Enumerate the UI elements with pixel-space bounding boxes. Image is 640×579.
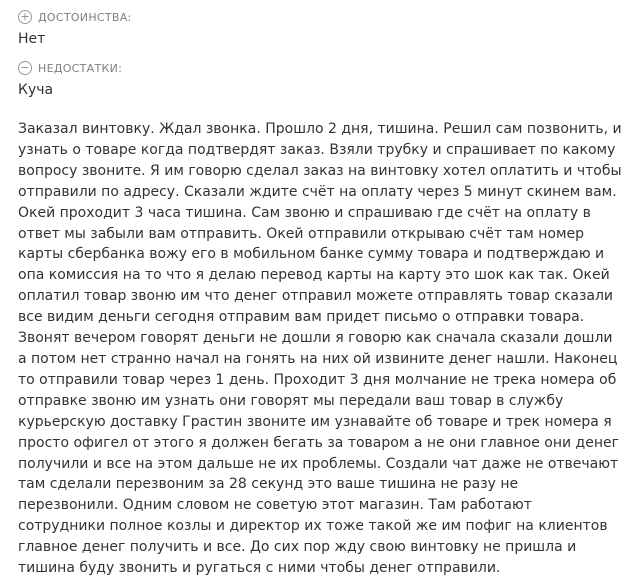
pros-header [18,8,622,26]
review-card [18,8,622,102]
pros-label: ДОСТОИНСТВА: [38,10,132,24]
pros-section [18,8,622,51]
review-comment: Заказал винтовку. Ждал звонка. Прошло 2 дня, тишина. Решил сам позвонить, и узнать о товаре когда подтвердят заказ. Взяли трубку и спрашивает по какому вопросу звоните. Я им говорю сделал заказ на винтовку хотел оплатить и чтобы отправили по адресу. Сказали ждите счёт на оплату через 5 минут скинем вам. Окей проходит 3 часа тишина. Сам звоню и спрашиваю где счёт на оплату в ответ мы забыли вам отправить. Окей отправили открываю счёт там номер карты сбербанка вожу его в мобильном банке сумму товара и подтверждаю и опа комиссия на то что я делаю перевод карты на карту это шок как так. Окей оплатил товар звоню им что денег отправил можете отправлять товар сказали все видим деньги сегодня отправим вам придет письмо о отправки товара. Звонят вечером говорят деньги не дошли я говорю как сначала сказали дошли а потом нет странно начал на гонять на них ой извините денег нашли. Наконец то отправили товар через 1 день. Проходит 3 дня молчание не трека номера об отправке звоню им узнать они говорят мы передали ваш товар в службу курьерскую доставку Грастин звоните им узнавайте об товаре и трек номера я просто офигел от этого я должен бегать за товаром а не они главное они денег получили и все на этом дальше не их проблемы. Создали чат даже не отвечают там сделали перезвоним за 28 секунд это ваше тишина не разу не перезвонили. Одним словом не советую этот магазин. Там работают сотрудники полное козлы и директор их тоже такой же им пофиг на клиентов главное денег получить и все. До сих пор жду свою винтовку не пришла и тишина буду звонить и ругаться с ними чтобы денег отправили. [18,121,622,577]
minus-circle-icon: − [18,61,32,75]
cons-value: Куча [18,82,54,98]
cons-header [18,59,622,77]
cons-label: НЕДОСТАТКИ: [38,61,123,75]
plus-circle-icon: + [18,10,32,24]
cons-section [18,59,622,102]
pros-value: Нет [18,31,46,47]
